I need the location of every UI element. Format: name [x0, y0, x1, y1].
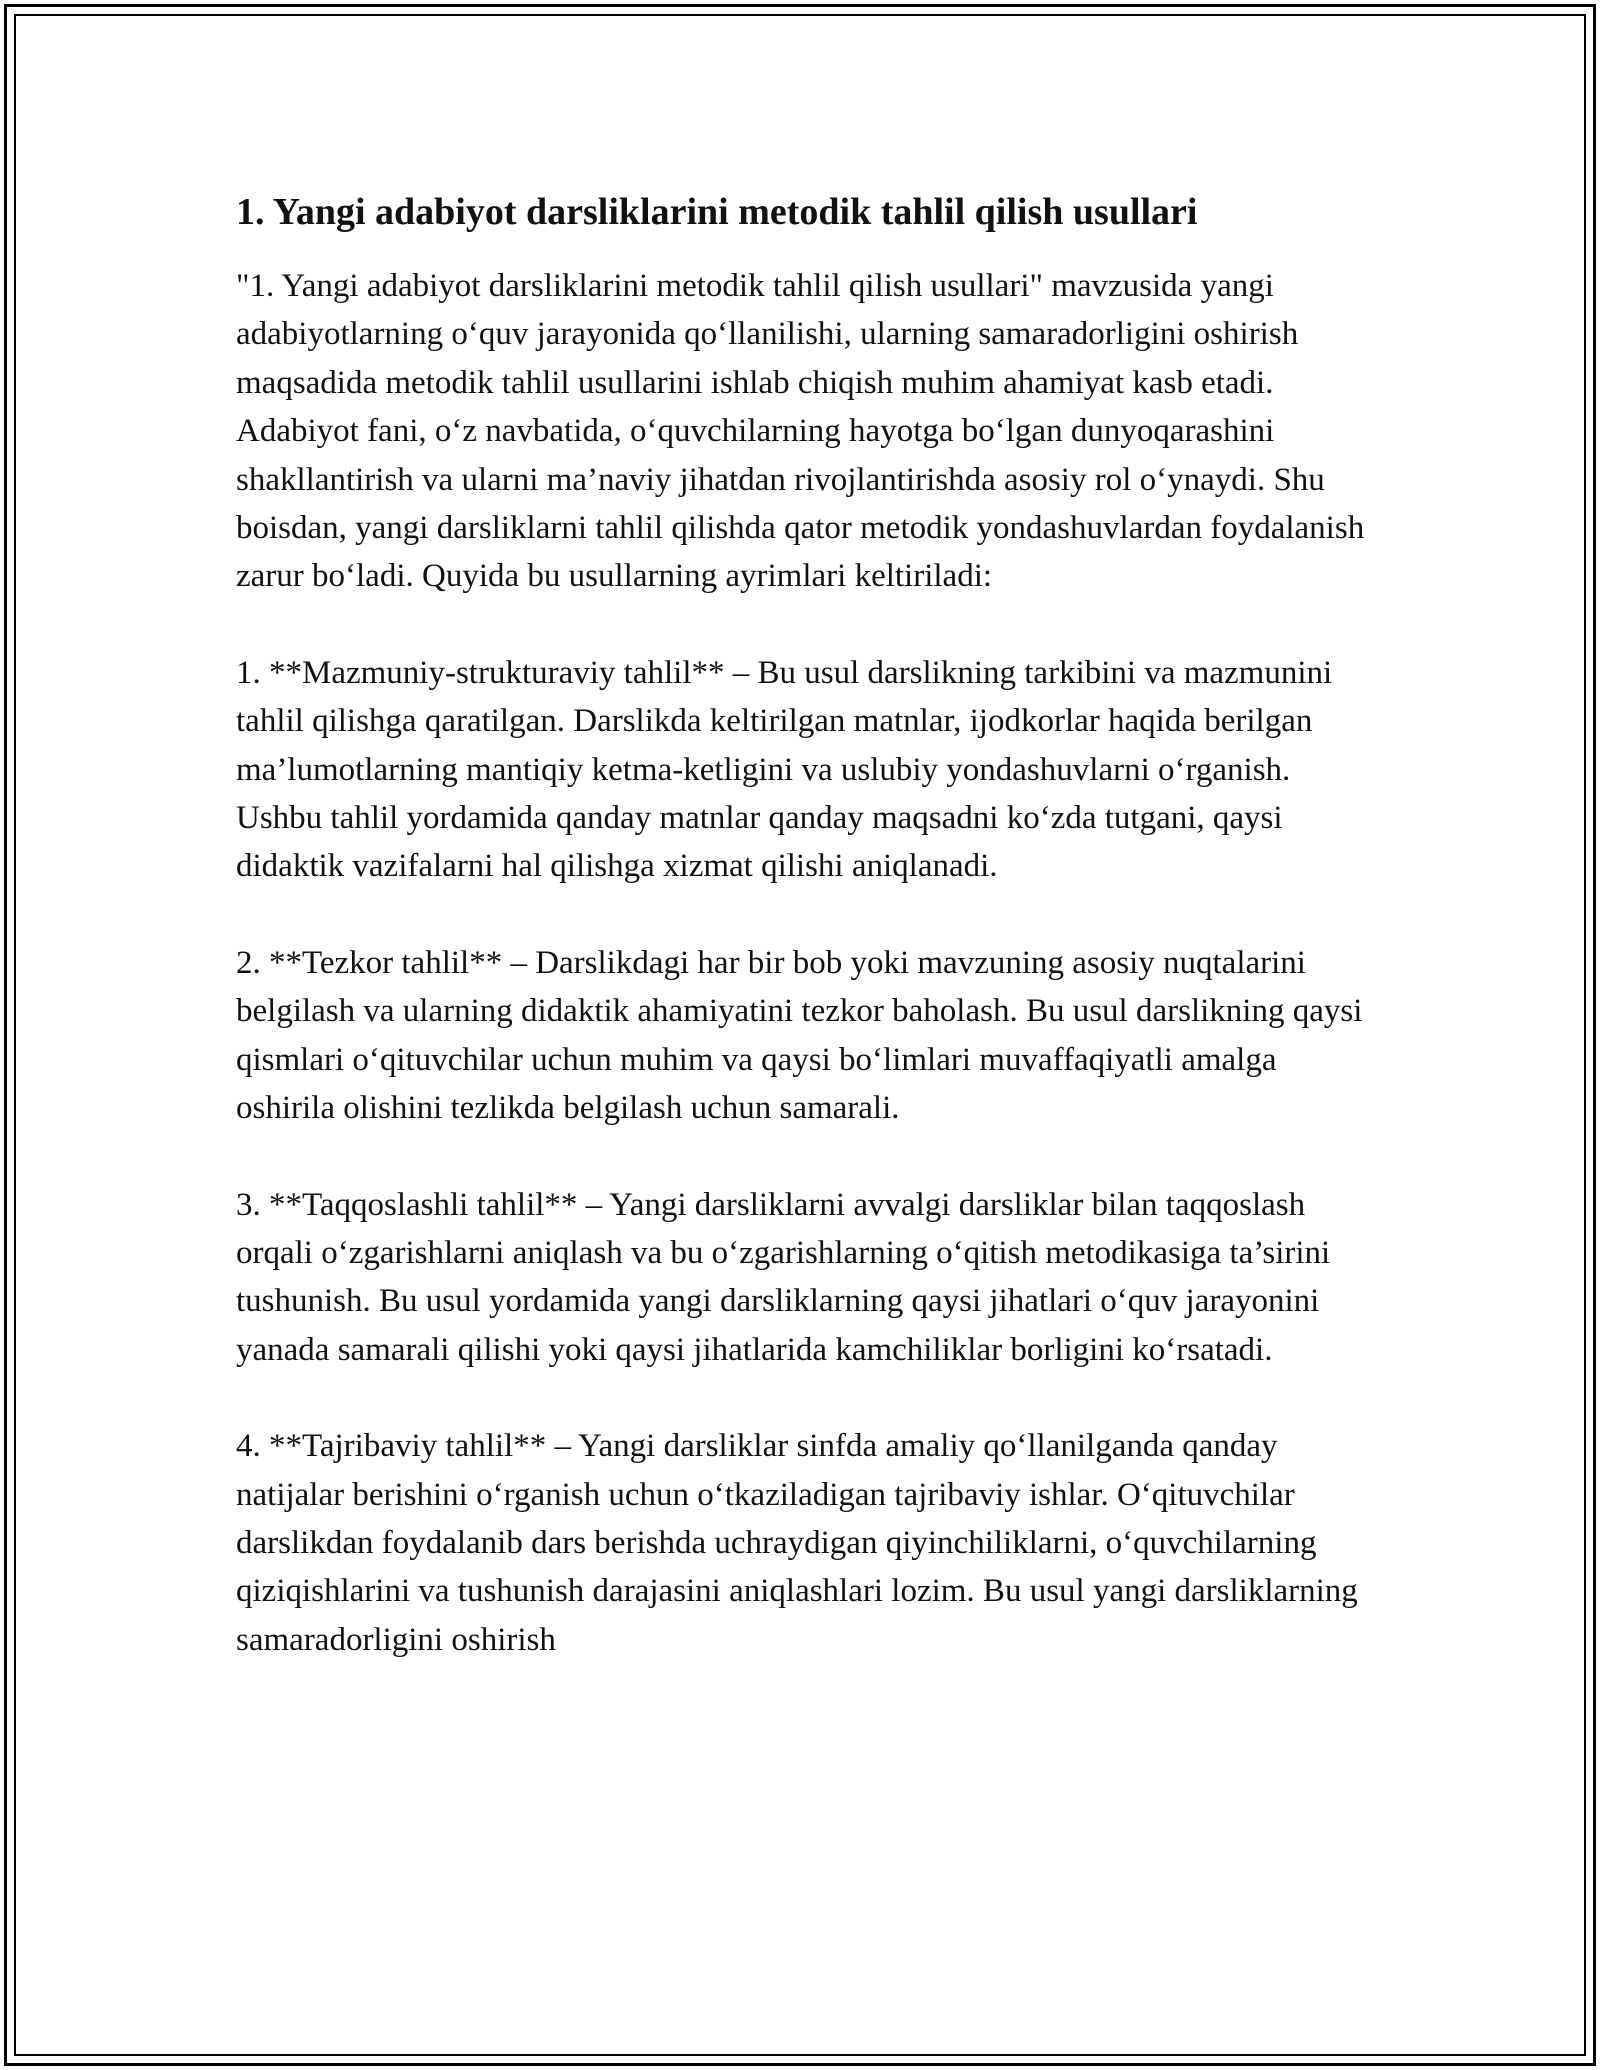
intro-paragraph: "1. Yangi adabiyot darsliklarini metodik tahlil qilish usullari" mavzusida yangi adabiyotlarning o‘quv jarayonida qo‘llanilishi, ularning samaradorligini oshirish maqsadida metodik tahlil usullarini ishlab chiqish muhim ahamiyat kasb etadi. Adabiyot fani, o‘z navbatida, o‘quvchilarning hayotga bo‘lgan dunyoqarashini shakllantirish va ularni ma’naviy jihatdan rivojlantirishda asosiy rol o‘ynaydi. Shu boisdan, yangi darsliklarni tahlil qilishda qator metodik yondashuvlardan foydalanish zarur bo‘ladi. Quyida bu usullarning ayrimlari keltiriladi: [236, 268, 1365, 595]
method-4-paragraph: 4. **Tajribaviy tahlil** – Yangi darsliklar sinfda amaliy qo‘llanilganda qanday natijalar berishini o‘rganish uchun o‘tkaziladigan tajribaviy ishlar. O‘qituvchilar darslikdan foydalanib dars berishda uchraydigan qiyinchiliklarni, o‘quvchilarning qiziqishlarini va tushunish darajasini aniqlashlari lozim. Bu usul yangi darsliklarning samaradorligini oshirish [236, 1428, 1358, 1658]
document-title: 1. Yangi adabiyot darsliklarini metodik tahlil qilish usullari [236, 191, 1198, 233]
method-1-paragraph: 1. **Mazmuniy-strukturaviy tahlil** – Bu usul darslikning tarkibini va mazmunini tahlil qilishga qaratilgan. Darslikda keltirilgan matnlar, ijodkorlar haqida berilgan ma’lumotlarning mantiqiy ketma-ketligini va uslubiy yondashuvlarni o‘rganish. Ushbu tahlil yordamida qanday matnlar qanday maqsadni ko‘zda tutgani, qaysi didaktik vazifalarni hal qilishga xizmat qilishi aniqlanadi. [236, 654, 1333, 885]
document-body [236, 186, 1366, 1664]
method-3-paragraph: 3. **Taqqoslashli tahlil** – Yangi darsliklarni avvalgi darsliklar bilan taqqoslash orqali o‘zgarishlarni aniqlash va bu o‘zgarishlarning o‘qitish metodikasiga ta’sirini tushunish. Bu usul yordamida yangi darsliklarning qaysi jihatlari o‘quv jarayonini yanada samarali qilishi yoki qaysi jihatlarida kamchiliklar borligini ko‘rsatadi. [236, 1186, 1331, 1368]
method-2-paragraph: 2. **Tezkor tahlil** – Darslikdagi har bir bob yoki mavzuning asosiy nuqtalarini belgilash va ularning didaktik ahamiyatini tezkor baholash. Bu usul darslikning qaysi qismlari o‘qituvchilar uchun muhim va qaysi bo‘limlari muvaffaqiyatli amalga oshirila olishini tezlikda belgilash uchun samarali. [236, 944, 1363, 1127]
